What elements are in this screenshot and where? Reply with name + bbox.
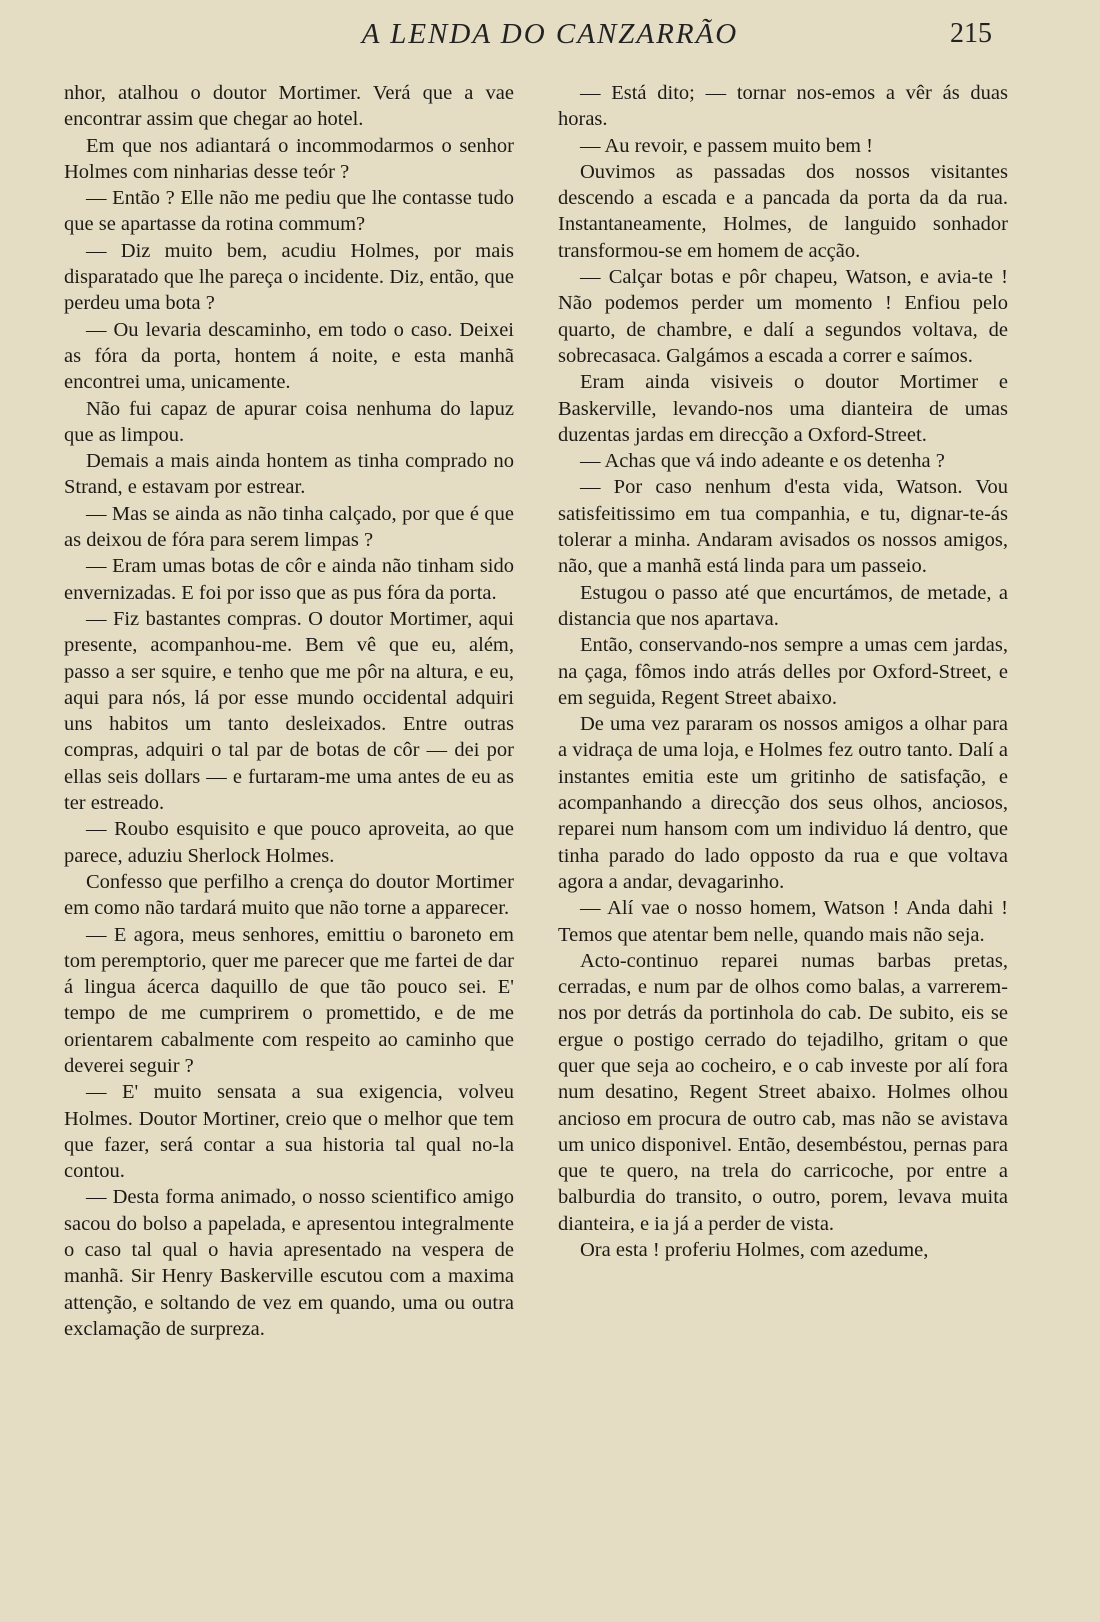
paragraph: — Eram umas botas de côr e ainda não tinham sido envernizadas. E foi por isso que as pus fóra da porta. <box>64 555 514 604</box>
left-column <box>64 80 514 1342</box>
paragraph: — Au revoir, e passem muito bem ! <box>580 134 873 157</box>
paragraph: Estugou o passo até que encurtámos, de metade, a distancia que nos apartava. <box>558 581 1008 630</box>
paragraph: nhor, atalhou o doutor Mortimer. Verá que a vae encontrar assim que chegar ao hotel. <box>64 82 514 131</box>
paragraph: Confesso que perfilho a crença do doutor Mortimer em como não tardará muito que não torne a apparecer. <box>64 870 514 920</box>
paragraph: — Por caso nenhum d'esta vida, Watson. Vou satisfeitissimo em tua companhia, e tu, dignar-te-ás tolerar a minha. Andaram avisados os nossos amigos, não, que a manhã está linda para um passeio. <box>558 476 1008 578</box>
running-header <box>0 18 1100 62</box>
paragraph: — Ou levaria descaminho, em todo o caso. Deixei as fóra da porta, hontem á noite, e esta manhã encontrei uma, unicamente. <box>64 318 514 394</box>
paragraph: Em que nos adiantará o incommodarmos o senhor Holmes com ninharias desse teór ? <box>64 134 514 183</box>
paragraph: Não fui capaz de apurar coisa nenhuma do lapuz que as limpou. <box>64 397 514 446</box>
paragraph: — Alí vae o nosso homem, Watson ! Anda dahi ! Temos que atentar bem nelle, quando mais não seja. <box>558 897 1008 946</box>
paragraph: Eram ainda visiveis o doutor Mortimer e Baskerville, levando-nos uma dianteira de umas duzentas jardas em direcção a Oxford-Street. <box>558 371 1008 446</box>
paragraph: — Está dito; — tornar nos-emos a vêr ás duas horas. <box>558 82 1008 131</box>
paragraph: — E' muito sensata a sua exigencia, volveu Holmes. Doutor Mortiner, creio que o melhor que tem que fazer, será contar a sua historia tal qual no-la contou. <box>64 1081 514 1183</box>
paragraph: — Desta forma animado, o nosso scientifico amigo sacou do bolso a papelada, e apresentou integralmente o caso tal qual o havia apresentado na vespera de manhã. Sir Henry Baskerville escutou com a maxima attenção, e soltando de vez em quando, uma ou outra exclamação de surpreza. <box>64 1186 514 1340</box>
paragraph: — Diz muito bem, acudiu Holmes, por mais disparatado que lhe pareça o incidente. Diz, então, que perdeu uma bota ? <box>64 239 514 315</box>
paragraph: Ora esta ! proferiu Holmes, com azedume, <box>580 1239 929 1262</box>
paragraph: — Fiz bastantes compras. O doutor Mortimer, aqui presente, acompanhou-me. Bem vê que eu, além, passo a ser squire, e tenho que me pôr na altura, e eu, aqui para nós, lá por esse mundo occidental adquiri uns habitos um tanto desleixados. Entre outras compras, adquiri o tal par de botas de côr — dei por ellas seis dollars — e furtaram-me uma antes de eu as ter estreado. <box>64 607 514 815</box>
paragraph: — Mas se ainda as não tinha calçado, por que é que as deixou de fóra para serem limpas ? <box>64 502 514 552</box>
paragraph: — Então ? Elle não me pediu que lhe contasse tudo que se apartasse da rotina commum? <box>64 187 514 236</box>
paragraph: — Roubo esquisito e que pouco aproveita, ao que parece, aduziu Sherlock Holmes. <box>64 818 514 867</box>
paragraph: Então, conservando-nos sempre a umas cem jardas, na çaga, fômos indo atrás delles por Oxford-Street, e em seguida, Regent Street abaixo. <box>558 634 1008 709</box>
paragraph: — Calçar botas e pôr chapeu, Watson, e avia-te ! Não podemos perder um momento ! Enfiou pelo quarto, de chambre, e dalí a segundos voltava, de sobrecasaca. Galgámos a escada a correr e saímos. <box>558 266 1008 367</box>
paragraph: — Achas que vá indo adeante e os detenha ? <box>580 450 945 473</box>
paragraph: Acto-continuo reparei numas barbas pretas, cerradas, e num par de olhos como balas, a varrerem-nos por detrás da portinhola do cab. De subito, eis se ergue o postigo cerrado do tejadilho, gritam o que quer que seja ao cocheiro, e o cab investe por alí fora num desatino, Regent Street abaixo. Holmes olhou ancioso em procura de outro cab, mas não se avistava um unico disponivel. Então, desembéstou, pernas para que te quero, na trela do carricoche, por entre a balburdia do transito, o outro, porem, levava muita dianteira, e ia já a perder de vista. <box>558 949 1008 1235</box>
paragraph: — E agora, meus senhores, emittiu o baroneto em tom peremptorio, quer me parecer que me fartei de dar á lingua ácerca daquillo de que tão pouco sei. E' tempo de me cumprirem o promettido, e de me orientarem cabalmente com respeito ao caminho que deverei seguir ? <box>64 923 514 1077</box>
page-number: 215 <box>950 18 992 49</box>
paragraph: Demais a mais ainda hontem as tinha comprado no Strand, e estavam por estrear. <box>64 450 514 499</box>
running-title: A LENDA DO CANZARRÃO <box>361 18 739 50</box>
paragraph: De uma vez pararam os nossos amigos a olhar para a vidraça de uma loja, e Holmes fez outro tanto. Dalí a instantes emitia este um gritinho de satisfação, e acompanhando a direcção dos seus olhos, anciosos, reparei num hansom com um individuo lá dentro, que tinha parado do lado opposto da rua e que voltava agora a andar, devagarinho. <box>558 713 1008 893</box>
paragraph: Ouvimos as passadas dos nossos visitantes descendo a escada e a pancada da porta da da rua. Instantaneamente, Holmes, de languido sonhador transformou-se em homem de acção. <box>558 160 1008 262</box>
right-column <box>558 80 1008 1263</box>
